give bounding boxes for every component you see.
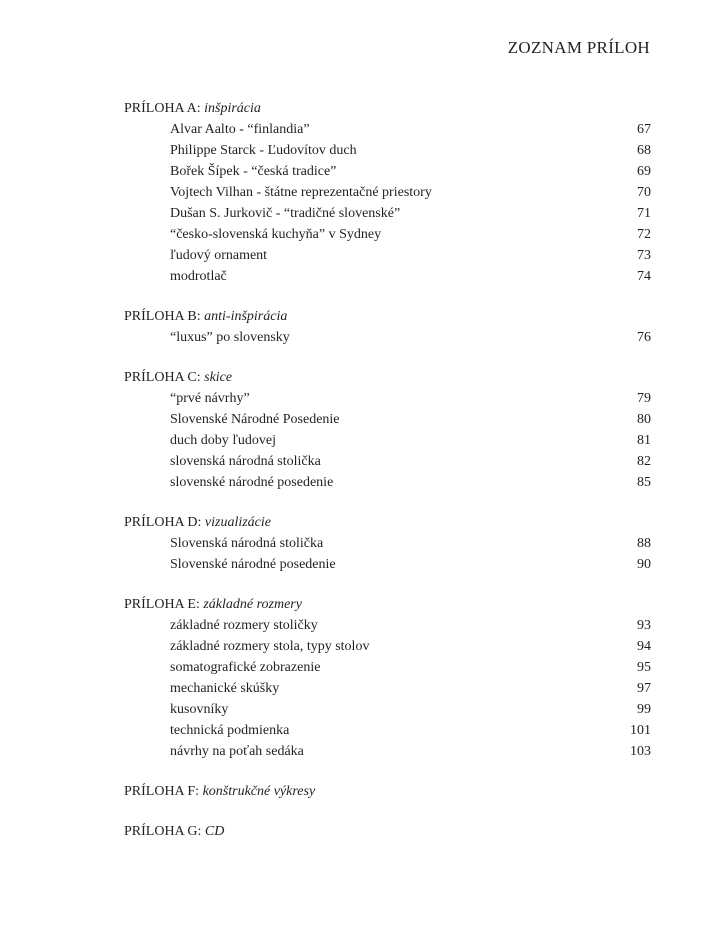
- entry-page-number: 93: [637, 618, 651, 633]
- section-heading: [124, 595, 651, 615]
- entry-title: základné rozmery stola, typy stolov: [170, 639, 370, 654]
- entry-page-number: 72: [637, 227, 651, 242]
- toc-entry: [124, 140, 651, 161]
- entry-page-number: 95: [637, 660, 651, 675]
- section-label: PRÍLOHA G:: [124, 824, 202, 839]
- toc-section: [124, 513, 651, 575]
- entry-page-number: 82: [637, 454, 651, 469]
- toc-section: [124, 368, 651, 493]
- entry-page-number: 99: [637, 702, 651, 717]
- toc-entry: [124, 699, 651, 720]
- toc-entry: [124, 203, 651, 224]
- entry-page-number: 68: [637, 143, 651, 158]
- section-subtitle: inšpirácia: [204, 101, 261, 116]
- entry-title: somatografické zobrazenie: [170, 660, 321, 675]
- entry-page-number: 94: [637, 639, 651, 654]
- section-label: PRÍLOHA C:: [124, 370, 201, 385]
- section-heading: [124, 368, 651, 388]
- entry-title: technická podmienka: [170, 723, 290, 738]
- toc-section: [124, 782, 651, 802]
- toc-entry: [124, 266, 651, 287]
- toc-entry: [124, 327, 651, 348]
- section-heading: [124, 99, 651, 119]
- entry-title: mechanické skúšky: [170, 681, 280, 696]
- table-of-contents: [124, 99, 651, 862]
- entry-title: základné rozmery stoličky: [170, 618, 318, 633]
- entry-page-number: 88: [637, 536, 651, 551]
- toc-entry: [124, 615, 651, 636]
- entry-title: Dušan S. Jurkovič - “tradičné slovenské”: [170, 206, 401, 221]
- entry-page-number: 101: [630, 723, 651, 738]
- toc-entry: [124, 161, 651, 182]
- entry-title: ľudový ornament: [170, 248, 268, 263]
- section-label: PRÍLOHA B:: [124, 309, 201, 324]
- toc-entry: [124, 720, 651, 741]
- entry-page-number: 81: [637, 433, 651, 448]
- entry-page-number: 69: [637, 164, 651, 179]
- entry-title: slovenské národné posedenie: [170, 475, 334, 490]
- entry-title: Philippe Starck - Ľudovítov duch: [170, 143, 357, 158]
- toc-entry: [124, 741, 651, 762]
- page-title: ZOZNAM PRÍLOH: [507, 38, 650, 57]
- toc-entry: [124, 678, 651, 699]
- toc-section: [124, 595, 651, 762]
- section-heading: [124, 822, 651, 842]
- section-label: PRÍLOHA E:: [124, 597, 200, 612]
- entry-page-number: 79: [637, 391, 651, 406]
- entry-page-number: 85: [637, 475, 651, 490]
- toc-entry: [124, 182, 651, 203]
- entry-title: Alvar Aalto - “finlandia”: [170, 122, 310, 137]
- entry-page-number: 97: [637, 681, 651, 696]
- toc-section: [124, 99, 651, 287]
- entry-page-number: 90: [637, 557, 651, 572]
- toc-entry: [124, 224, 651, 245]
- toc-entry: [124, 409, 651, 430]
- section-subtitle: CD: [204, 824, 225, 839]
- entry-title: Slovenská národná stolička: [170, 536, 324, 551]
- section-subtitle: anti-inšpirácia: [204, 309, 288, 324]
- toc-section: [124, 307, 651, 348]
- entry-title: Vojtech Vilhan - štátne reprezentačné priestory: [170, 185, 432, 200]
- entry-title: modrotlač: [170, 269, 227, 284]
- toc-entry: [124, 636, 651, 657]
- entry-title: “luxus” po slovensky: [170, 330, 290, 345]
- entry-title: “prvé návrhy”: [170, 391, 250, 406]
- entry-page-number: 76: [637, 330, 651, 345]
- entry-page-number: 73: [637, 248, 651, 263]
- section-subtitle: konštrukčné výkresy: [202, 784, 316, 799]
- toc-entry: [124, 657, 651, 678]
- section-subtitle: základné rozmery: [203, 597, 302, 612]
- toc-entry: [124, 533, 651, 554]
- entry-title: duch doby ľudovej: [170, 433, 277, 448]
- entry-page-number: 70: [637, 185, 651, 200]
- toc-entry: [124, 245, 651, 266]
- section-label: PRÍLOHA D:: [124, 515, 202, 530]
- toc-entry: [124, 388, 651, 409]
- section-subtitle: skice: [204, 370, 233, 385]
- entry-title: návrhy na poťah sedáka: [170, 744, 304, 759]
- section-label: PRÍLOHA A:: [124, 101, 201, 116]
- section-heading: [124, 513, 651, 533]
- section-subtitle: vizualizácie: [204, 515, 272, 530]
- entry-title: Slovenské Národné Posedenie: [170, 412, 340, 427]
- entry-page-number: 80: [637, 412, 651, 427]
- toc-entry: [124, 119, 651, 140]
- entry-title: Bořek Šípek - “česká tradice”: [170, 164, 337, 179]
- entry-page-number: 74: [637, 269, 651, 284]
- section-label: PRÍLOHA F:: [124, 784, 200, 799]
- entry-page-number: 71: [637, 206, 651, 221]
- entry-title: kusovníky: [170, 702, 229, 717]
- entry-page-number: 103: [630, 744, 651, 759]
- section-heading: [124, 782, 651, 802]
- toc-entry: [124, 451, 651, 472]
- entry-title: slovenská národná stolička: [170, 454, 321, 469]
- toc-entry: [124, 430, 651, 451]
- section-heading: [124, 307, 651, 327]
- entry-title: “česko-slovenská kuchyňa” v Sydney: [170, 227, 382, 242]
- entry-page-number: 67: [637, 122, 651, 137]
- toc-entry: [124, 472, 651, 493]
- toc-entry: [124, 554, 651, 575]
- toc-section: [124, 822, 651, 842]
- entry-title: Slovenské národné posedenie: [170, 557, 336, 572]
